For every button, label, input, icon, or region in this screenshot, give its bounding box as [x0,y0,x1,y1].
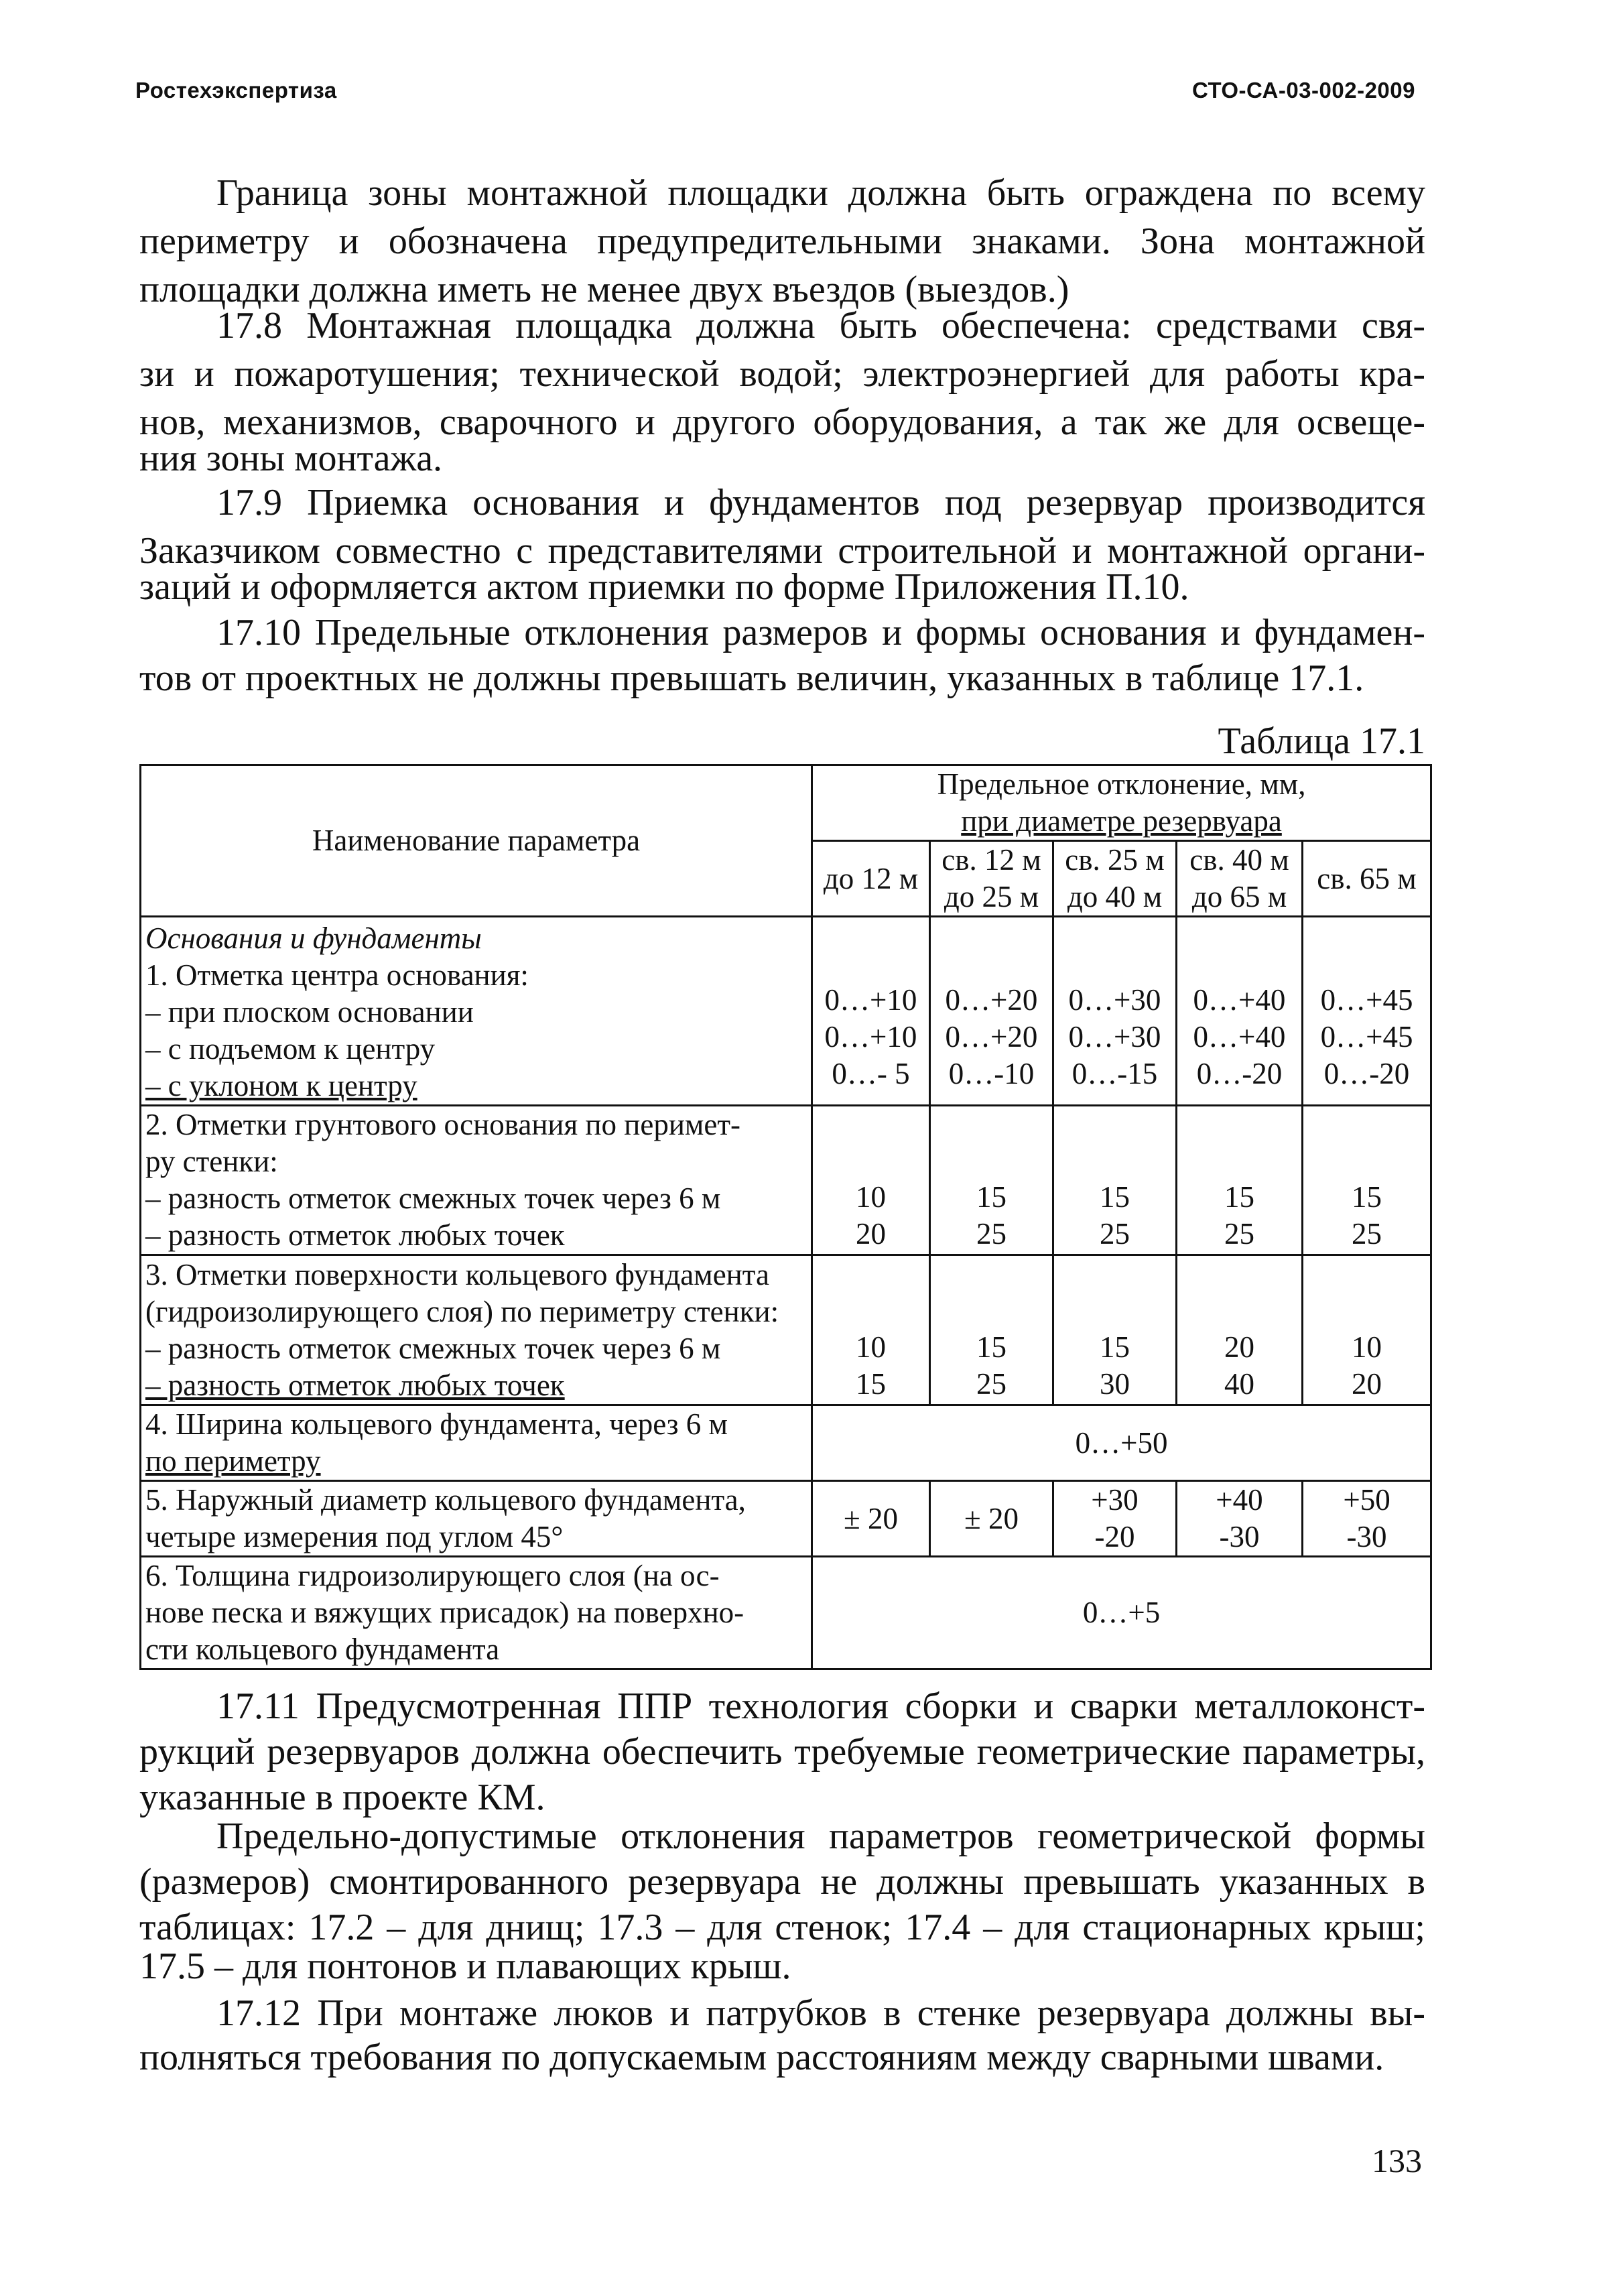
paragraph-line: рукций резервуаров должна обеспечить требуемые геометрические параметры, [139,1731,1425,1773]
value-cell: 0…+45 0…+45 0…-20 [1303,917,1431,1106]
column-header: св. 25 м до 40 м [1053,841,1177,917]
value-cell: 15 25 [930,1255,1053,1405]
value-cell: 15 25 [930,1106,1053,1255]
value-cell: 10 15 [812,1255,930,1405]
param-cell: 2. Отметки грунтового основания по перимет- ру стенки: – разность отметок смежных точек через 6 м – разность отметок любых точек [141,1106,812,1255]
deviation-table [139,764,1432,1670]
param-cell: 3. Отметки поверхности кольцевого фундамента (гидроизолирующего слоя) по периметру стенки: – разность отметок смежных точек через 6 м – разность отметок любых точек [141,1255,812,1405]
value-cell: 20 40 [1177,1255,1303,1405]
param-cell: 5. Наружный диаметр кольцевого фундамента, четыре измерения под углом 45° [141,1481,812,1557]
paragraph-line: периметру и обозначена предупредительными знаками. Зона монтажной [139,220,1425,262]
column-header: св. 65 м [1303,841,1431,917]
value-cell: +40 -30 [1177,1481,1303,1557]
value-cell: +30 -20 [1053,1481,1177,1557]
table-row [141,1405,1431,1481]
merged-value-cell: 0…+5 [812,1557,1431,1669]
paragraph-line: заций и оформляется актом приемки по форме Приложения П.10. [139,566,1189,608]
paragraph-line: 17.9 Приемка основания и фундаментов под резервуар производится [216,482,1425,523]
paragraph-line: полняться требования по допускаемым расстояниям между сварными швами. [139,2037,1384,2078]
param-cell: 6. Толщина гидроизолирующего слоя (на ос- нове песка и вяжущих присадок) на поверхно- сти кольцевого фундамента [141,1557,812,1669]
paragraph-line: (размеров) смонтированного резервуара не должны превышать указанных в [139,1861,1425,1903]
table-row [141,1106,1431,1255]
value-cell: ± 20 [930,1481,1053,1557]
table-row [141,1255,1431,1405]
paragraph-line: Заказчиком совместно с представителями строительной и монтажной органи- [139,530,1425,572]
value-cell: 0…+30 0…+30 0…-15 [1053,917,1177,1106]
table-row [141,1557,1431,1669]
page-number: 133 [1372,2142,1422,2179]
value-cell: ± 20 [812,1481,930,1557]
value-cell: 0…+20 0…+20 0…-10 [930,917,1053,1106]
value-cell: 0…+40 0…+40 0…-20 [1177,917,1303,1106]
paragraph-line: тов от проектных не должны превышать величин, указанных в таблице 17.1. [139,657,1364,699]
param-cell: Основания и фундаменты 1. Отметка центра основания: – при плоском основании – с подъемом к центру – с уклоном к центру [141,917,812,1106]
param-header: Наименование параметра [141,765,812,917]
group-header: Предельное отклонение, мм, при диаметре резервуара [812,765,1431,841]
param-cell: 4. Ширина кольцевого фундамента, через 6 м по периметру [141,1405,812,1481]
value-cell: 0…+10 0…+10 0…- 5 [812,917,930,1106]
column-header: св. 12 м до 25 м [930,841,1053,917]
paragraph-line: нов, механизмов, сварочного и другого оборудования, а так же для освеще- [139,401,1425,443]
paragraph-line: 17.5 – для понтонов и плавающих крыш. [139,1946,791,1987]
header-document-code: СТО-СА-03-002-2009 [1192,78,1415,103]
paragraph-line: площадки должна иметь не менее двух въездов (выездов.) [139,269,1069,310]
paragraph-line: 17.8 Монтажная площадка должна быть обеспечена: средствами свя- [216,305,1425,346]
table-header-row [141,765,1431,841]
paragraph-line: зи и пожаротушения; технической водой; электроэнергией для работы кра- [139,353,1425,395]
paragraph-line: Предельно-допустимые отклонения параметров геометрической формы [216,1815,1425,1857]
paragraph-line: 17.10 Предельные отклонения размеров и формы основания и фундамен- [216,612,1425,653]
paragraph-line: ния зоны монтажа. [139,438,443,479]
paragraph-line: указанные в проекте КМ. [139,1777,545,1818]
table-row [141,917,1431,1106]
table-row [141,1481,1431,1557]
header-organization: Ростехэкспертиза [135,78,337,103]
value-cell: 15 25 [1177,1106,1303,1255]
value-cell: 10 20 [812,1106,930,1255]
value-cell: 10 20 [1303,1255,1431,1405]
paragraph-line: Граница зоны монтажной площадки должна быть ограждена по всему [216,172,1425,214]
value-cell: 15 30 [1053,1255,1177,1405]
column-header: до 12 м [812,841,930,917]
value-cell: +50 -30 [1303,1481,1431,1557]
paragraph-line: 17.11 Предусмотренная ППР технология сборки и сварки металлоконст- [216,1685,1425,1727]
value-cell: 15 25 [1303,1106,1431,1255]
table-caption: Таблица 17.1 [1218,720,1425,762]
column-header: св. 40 м до 65 м [1177,841,1303,917]
section-title: Основания и фундаменты [145,921,482,955]
value-cell: 15 25 [1053,1106,1177,1255]
merged-value-cell: 0…+50 [812,1405,1431,1481]
paragraph-line: 17.12 При монтаже люков и патрубков в стенке резервуара должны вы- [216,1992,1425,2034]
paragraph-line: таблицах: 17.2 – для днищ; 17.3 – для стенок; 17.4 – для стационарных крыш; [139,1907,1425,1948]
